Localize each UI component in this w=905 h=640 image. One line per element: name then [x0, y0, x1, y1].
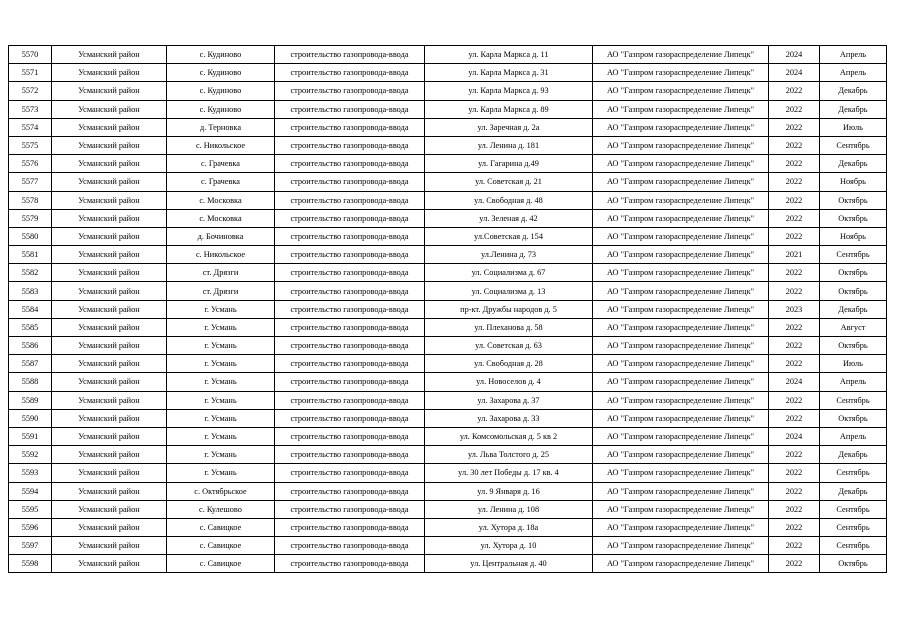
- table-row: [9, 246, 887, 264]
- row-number-cell: 5573: [9, 100, 52, 118]
- settlement-cell: с. Московка: [167, 191, 275, 209]
- month-cell: Апрель: [820, 64, 887, 82]
- row-number-cell: 5585: [9, 318, 52, 336]
- organization-cell: АО "Газпром газораспределение Липецк": [593, 155, 769, 173]
- address-cell: ул. Советская д. 63: [425, 337, 593, 355]
- row-number-cell: 5582: [9, 264, 52, 282]
- address-cell: ул. Свободная д. 48: [425, 191, 593, 209]
- year-cell: 2023: [769, 300, 820, 318]
- organization-cell: АО "Газпром газораспределение Липецк": [593, 482, 769, 500]
- year-cell: 2022: [769, 227, 820, 245]
- work-type-cell: строительство газопровода-ввода: [275, 500, 425, 518]
- district-cell: Усманский район: [52, 118, 167, 136]
- work-type-cell: строительство газопровода-ввода: [275, 409, 425, 427]
- organization-cell: АО "Газпром газораспределение Липецк": [593, 173, 769, 191]
- organization-cell: АО "Газпром газораспределение Липецк": [593, 337, 769, 355]
- row-number-cell: 5577: [9, 173, 52, 191]
- month-cell: Сентябрь: [820, 391, 887, 409]
- settlement-cell: с. Кулешово: [167, 500, 275, 518]
- address-cell: ул. Захарова д. 37: [425, 391, 593, 409]
- table-row: [9, 209, 887, 227]
- address-cell: ул. Карла Маркса д. 93: [425, 82, 593, 100]
- work-type-cell: строительство газопровода-ввода: [275, 64, 425, 82]
- organization-cell: АО "Газпром газораспределение Липецк": [593, 518, 769, 536]
- month-cell: Октябрь: [820, 282, 887, 300]
- settlement-cell: с. Кудиново: [167, 82, 275, 100]
- organization-cell: АО "Газпром газораспределение Липецк": [593, 409, 769, 427]
- year-cell: 2024: [769, 427, 820, 445]
- work-type-cell: строительство газопровода-ввода: [275, 318, 425, 336]
- organization-cell: АО "Газпром газораспределение Липецк": [593, 355, 769, 373]
- district-cell: Усманский район: [52, 227, 167, 245]
- year-cell: 2022: [769, 409, 820, 427]
- address-cell: ул. Центральная д. 40: [425, 555, 593, 573]
- organization-cell: АО "Газпром газораспределение Липецк": [593, 464, 769, 482]
- settlement-cell: ст. Дрязги: [167, 264, 275, 282]
- district-cell: Усманский район: [52, 282, 167, 300]
- settlement-cell: г. Усмань: [167, 409, 275, 427]
- table-row: [9, 555, 887, 573]
- settlement-cell: г. Усмань: [167, 446, 275, 464]
- month-cell: Ноябрь: [820, 173, 887, 191]
- district-cell: Усманский район: [52, 537, 167, 555]
- settlement-cell: г. Усмань: [167, 300, 275, 318]
- month-cell: Июль: [820, 355, 887, 373]
- organization-cell: АО "Газпром газораспределение Липецк": [593, 391, 769, 409]
- row-number-cell: 5576: [9, 155, 52, 173]
- district-cell: Усманский район: [52, 136, 167, 154]
- work-type-cell: строительство газопровода-ввода: [275, 82, 425, 100]
- year-cell: 2022: [769, 118, 820, 136]
- row-number-cell: 5574: [9, 118, 52, 136]
- table-row: [9, 300, 887, 318]
- organization-cell: АО "Газпром газораспределение Липецк": [593, 136, 769, 154]
- work-type-cell: строительство газопровода-ввода: [275, 427, 425, 445]
- month-cell: Октябрь: [820, 191, 887, 209]
- month-cell: Август: [820, 318, 887, 336]
- table-row: [9, 409, 887, 427]
- address-cell: ул. Советская д. 21: [425, 173, 593, 191]
- settlement-cell: г. Усмань: [167, 464, 275, 482]
- year-cell: 2022: [769, 209, 820, 227]
- settlement-cell: с. Никольское: [167, 136, 275, 154]
- district-cell: Усманский район: [52, 155, 167, 173]
- row-number-cell: 5598: [9, 555, 52, 573]
- table-row: [9, 518, 887, 536]
- district-cell: Усманский район: [52, 318, 167, 336]
- month-cell: Июль: [820, 118, 887, 136]
- settlement-cell: с. Кудиново: [167, 100, 275, 118]
- table-row: [9, 373, 887, 391]
- table-row: [9, 282, 887, 300]
- year-cell: 2022: [769, 518, 820, 536]
- table-row: [9, 391, 887, 409]
- work-type-cell: строительство газопровода-ввода: [275, 227, 425, 245]
- organization-cell: АО "Газпром газораспределение Липецк": [593, 500, 769, 518]
- row-number-cell: 5597: [9, 537, 52, 555]
- organization-cell: АО "Газпром газораспределение Липецк": [593, 46, 769, 64]
- work-type-cell: строительство газопровода-ввода: [275, 100, 425, 118]
- address-cell: ул. Гагарина д.49: [425, 155, 593, 173]
- month-cell: Декабрь: [820, 82, 887, 100]
- year-cell: 2022: [769, 82, 820, 100]
- work-type-cell: строительство газопровода-ввода: [275, 282, 425, 300]
- organization-cell: АО "Газпром газораспределение Липецк": [593, 555, 769, 573]
- row-number-cell: 5593: [9, 464, 52, 482]
- table-row: [9, 427, 887, 445]
- work-type-cell: строительство газопровода-ввода: [275, 464, 425, 482]
- district-cell: Усманский район: [52, 355, 167, 373]
- row-number-cell: 5572: [9, 82, 52, 100]
- year-cell: 2022: [769, 100, 820, 118]
- settlement-cell: с. Кудиново: [167, 64, 275, 82]
- year-cell: 2022: [769, 282, 820, 300]
- organization-cell: АО "Газпром газораспределение Липецк": [593, 427, 769, 445]
- work-type-cell: строительство газопровода-ввода: [275, 337, 425, 355]
- row-number-cell: 5589: [9, 391, 52, 409]
- row-number-cell: 5592: [9, 446, 52, 464]
- district-cell: Усманский район: [52, 555, 167, 573]
- settlement-cell: г. Усмань: [167, 355, 275, 373]
- table-row: [9, 446, 887, 464]
- year-cell: 2022: [769, 355, 820, 373]
- month-cell: Сентябрь: [820, 518, 887, 536]
- row-number-cell: 5579: [9, 209, 52, 227]
- work-type-cell: строительство газопровода-ввода: [275, 209, 425, 227]
- year-cell: 2022: [769, 391, 820, 409]
- district-cell: Усманский район: [52, 464, 167, 482]
- address-cell: ул. 9 Января д. 16: [425, 482, 593, 500]
- organization-cell: АО "Газпром газораспределение Липецк": [593, 537, 769, 555]
- district-cell: Усманский район: [52, 518, 167, 536]
- work-type-cell: строительство газопровода-ввода: [275, 246, 425, 264]
- table-row: [9, 173, 887, 191]
- district-cell: Усманский район: [52, 427, 167, 445]
- row-number-cell: 5595: [9, 500, 52, 518]
- work-type-cell: строительство газопровода-ввода: [275, 446, 425, 464]
- work-type-cell: строительство газопровода-ввода: [275, 355, 425, 373]
- settlement-cell: с. Савицкое: [167, 518, 275, 536]
- address-cell: ул. 30 лет Победы д. 17 кв. 4: [425, 464, 593, 482]
- month-cell: Сентябрь: [820, 246, 887, 264]
- table-row: [9, 64, 887, 82]
- row-number-cell: 5575: [9, 136, 52, 154]
- table-row: [9, 191, 887, 209]
- district-cell: Усманский район: [52, 246, 167, 264]
- month-cell: Октябрь: [820, 555, 887, 573]
- address-cell: ул. Карла Маркса д. 89: [425, 100, 593, 118]
- row-number-cell: 5583: [9, 282, 52, 300]
- row-number-cell: 5587: [9, 355, 52, 373]
- district-cell: Усманский район: [52, 409, 167, 427]
- year-cell: 2022: [769, 555, 820, 573]
- organization-cell: АО "Газпром газораспределение Липецк": [593, 209, 769, 227]
- address-cell: ул. Льва Толстого д. 25: [425, 446, 593, 464]
- district-cell: Усманский район: [52, 482, 167, 500]
- district-cell: Усманский район: [52, 264, 167, 282]
- table-row: [9, 82, 887, 100]
- address-cell: ул.Ленина д. 73: [425, 246, 593, 264]
- table-row: [9, 537, 887, 555]
- address-cell: ул. Хутора д. 18а: [425, 518, 593, 536]
- address-cell: ул. Новоселов д. 4: [425, 373, 593, 391]
- settlement-cell: г. Усмань: [167, 318, 275, 336]
- year-cell: 2022: [769, 482, 820, 500]
- district-cell: Усманский район: [52, 191, 167, 209]
- year-cell: 2022: [769, 537, 820, 555]
- row-number-cell: 5570: [9, 46, 52, 64]
- month-cell: Декабрь: [820, 482, 887, 500]
- month-cell: Октябрь: [820, 209, 887, 227]
- district-cell: Усманский район: [52, 337, 167, 355]
- work-type-cell: строительство газопровода-ввода: [275, 537, 425, 555]
- work-type-cell: строительство газопровода-ввода: [275, 300, 425, 318]
- month-cell: Декабрь: [820, 155, 887, 173]
- address-cell: ул. Ленина д. 108: [425, 500, 593, 518]
- work-type-cell: строительство газопровода-ввода: [275, 482, 425, 500]
- settlement-cell: с. Савицкое: [167, 555, 275, 573]
- table-row: [9, 46, 887, 64]
- work-type-cell: строительство газопровода-ввода: [275, 391, 425, 409]
- table-row: [9, 337, 887, 355]
- table-body: [9, 46, 887, 573]
- month-cell: Сентябрь: [820, 537, 887, 555]
- month-cell: Декабрь: [820, 100, 887, 118]
- organization-cell: АО "Газпром газораспределение Липецк": [593, 446, 769, 464]
- row-number-cell: 5591: [9, 427, 52, 445]
- settlement-cell: с. Никольское: [167, 246, 275, 264]
- settlement-cell: с. Московка: [167, 209, 275, 227]
- work-type-cell: строительство газопровода-ввода: [275, 373, 425, 391]
- address-cell: ул. Социализма д. 13: [425, 282, 593, 300]
- work-type-cell: строительство газопровода-ввода: [275, 173, 425, 191]
- address-cell: ул. Захарова д. 33: [425, 409, 593, 427]
- settlement-cell: с. Кудиново: [167, 46, 275, 64]
- table-row: [9, 100, 887, 118]
- organization-cell: АО "Газпром газораспределение Липецк": [593, 318, 769, 336]
- year-cell: 2024: [769, 46, 820, 64]
- work-type-cell: строительство газопровода-ввода: [275, 264, 425, 282]
- work-type-cell: строительство газопровода-ввода: [275, 555, 425, 573]
- month-cell: Сентябрь: [820, 500, 887, 518]
- year-cell: 2022: [769, 318, 820, 336]
- organization-cell: АО "Газпром газораспределение Липецк": [593, 246, 769, 264]
- month-cell: Декабрь: [820, 446, 887, 464]
- row-number-cell: 5590: [9, 409, 52, 427]
- address-cell: ул. Зеленая д. 42: [425, 209, 593, 227]
- year-cell: 2021: [769, 246, 820, 264]
- year-cell: 2022: [769, 155, 820, 173]
- work-type-cell: строительство газопровода-ввода: [275, 518, 425, 536]
- table-row: [9, 318, 887, 336]
- row-number-cell: 5584: [9, 300, 52, 318]
- table-row: [9, 264, 887, 282]
- settlement-cell: с. Грачевка: [167, 173, 275, 191]
- row-number-cell: 5596: [9, 518, 52, 536]
- month-cell: Октябрь: [820, 409, 887, 427]
- month-cell: Апрель: [820, 373, 887, 391]
- month-cell: Октябрь: [820, 337, 887, 355]
- year-cell: 2022: [769, 191, 820, 209]
- organization-cell: АО "Газпром газораспределение Липецк": [593, 264, 769, 282]
- year-cell: 2024: [769, 64, 820, 82]
- work-type-cell: строительство газопровода-ввода: [275, 136, 425, 154]
- district-cell: Усманский район: [52, 373, 167, 391]
- address-cell: ул. Карла Маркса д. 31: [425, 64, 593, 82]
- settlement-cell: с. Грачевка: [167, 155, 275, 173]
- district-cell: Усманский район: [52, 64, 167, 82]
- table-row: [9, 500, 887, 518]
- row-number-cell: 5588: [9, 373, 52, 391]
- district-cell: Усманский район: [52, 46, 167, 64]
- district-cell: Усманский район: [52, 100, 167, 118]
- address-cell: ул. Ленина д. 181: [425, 136, 593, 154]
- year-cell: 2022: [769, 173, 820, 191]
- month-cell: Сентябрь: [820, 464, 887, 482]
- address-cell: пр-кт. Дружбы народов д. 5: [425, 300, 593, 318]
- row-number-cell: 5571: [9, 64, 52, 82]
- organization-cell: АО "Газпром газораспределение Липецк": [593, 64, 769, 82]
- address-cell: ул. Плеханова д. 58: [425, 318, 593, 336]
- settlement-cell: д. Бочиновка: [167, 227, 275, 245]
- address-cell: ул. Карла Маркса д. 11: [425, 46, 593, 64]
- district-cell: Усманский район: [52, 209, 167, 227]
- table-row: [9, 136, 887, 154]
- year-cell: 2022: [769, 446, 820, 464]
- year-cell: 2022: [769, 500, 820, 518]
- organization-cell: АО "Газпром газораспределение Липецк": [593, 100, 769, 118]
- table-row: [9, 355, 887, 373]
- year-cell: 2022: [769, 464, 820, 482]
- row-number-cell: 5578: [9, 191, 52, 209]
- settlement-cell: г. Усмань: [167, 391, 275, 409]
- row-number-cell: 5586: [9, 337, 52, 355]
- district-cell: Усманский район: [52, 500, 167, 518]
- month-cell: Октябрь: [820, 264, 887, 282]
- settlement-cell: д. Терновка: [167, 118, 275, 136]
- address-cell: ул. Социализма д. 67: [425, 264, 593, 282]
- address-cell: ул. Хутора д. 10: [425, 537, 593, 555]
- settlement-cell: г. Усмань: [167, 337, 275, 355]
- month-cell: Сентябрь: [820, 136, 887, 154]
- year-cell: 2024: [769, 373, 820, 391]
- work-type-cell: строительство газопровода-ввода: [275, 155, 425, 173]
- year-cell: 2022: [769, 337, 820, 355]
- address-cell: ул. Заречная д. 2а: [425, 118, 593, 136]
- settlement-cell: с. Октябрьское: [167, 482, 275, 500]
- district-cell: Усманский район: [52, 82, 167, 100]
- table-row: [9, 227, 887, 245]
- organization-cell: АО "Газпром газораспределение Липецк": [593, 282, 769, 300]
- settlement-cell: ст. Дрязги: [167, 282, 275, 300]
- month-cell: Декабрь: [820, 300, 887, 318]
- month-cell: Апрель: [820, 46, 887, 64]
- settlement-cell: г. Усмань: [167, 373, 275, 391]
- organization-cell: АО "Газпром газораспределение Липецк": [593, 373, 769, 391]
- district-cell: Усманский район: [52, 300, 167, 318]
- organization-cell: АО "Газпром газораспределение Липецк": [593, 82, 769, 100]
- organization-cell: АО "Газпром газораспределение Липецк": [593, 300, 769, 318]
- table-row: [9, 482, 887, 500]
- table-row: [9, 118, 887, 136]
- table-row: [9, 464, 887, 482]
- settlement-cell: с. Савицкое: [167, 537, 275, 555]
- row-number-cell: 5581: [9, 246, 52, 264]
- work-type-cell: строительство газопровода-ввода: [275, 191, 425, 209]
- year-cell: 2022: [769, 264, 820, 282]
- organization-cell: АО "Газпром газораспределение Липецк": [593, 191, 769, 209]
- table-row: [9, 155, 887, 173]
- work-type-cell: строительство газопровода-ввода: [275, 46, 425, 64]
- district-cell: Усманский район: [52, 446, 167, 464]
- settlement-cell: г. Усмань: [167, 427, 275, 445]
- district-cell: Усманский район: [52, 173, 167, 191]
- work-type-cell: строительство газопровода-ввода: [275, 118, 425, 136]
- gasification-table: [8, 45, 887, 573]
- year-cell: 2022: [769, 136, 820, 154]
- row-number-cell: 5580: [9, 227, 52, 245]
- address-cell: ул.Советская д. 154: [425, 227, 593, 245]
- row-number-cell: 5594: [9, 482, 52, 500]
- month-cell: Ноябрь: [820, 227, 887, 245]
- address-cell: ул. Свободная д. 28: [425, 355, 593, 373]
- district-cell: Усманский район: [52, 391, 167, 409]
- organization-cell: АО "Газпром газораспределение Липецк": [593, 118, 769, 136]
- organization-cell: АО "Газпром газораспределение Липецк": [593, 227, 769, 245]
- document-page: [8, 45, 887, 573]
- address-cell: ул. Комсомольская д. 5 кв 2: [425, 427, 593, 445]
- month-cell: Апрель: [820, 427, 887, 445]
